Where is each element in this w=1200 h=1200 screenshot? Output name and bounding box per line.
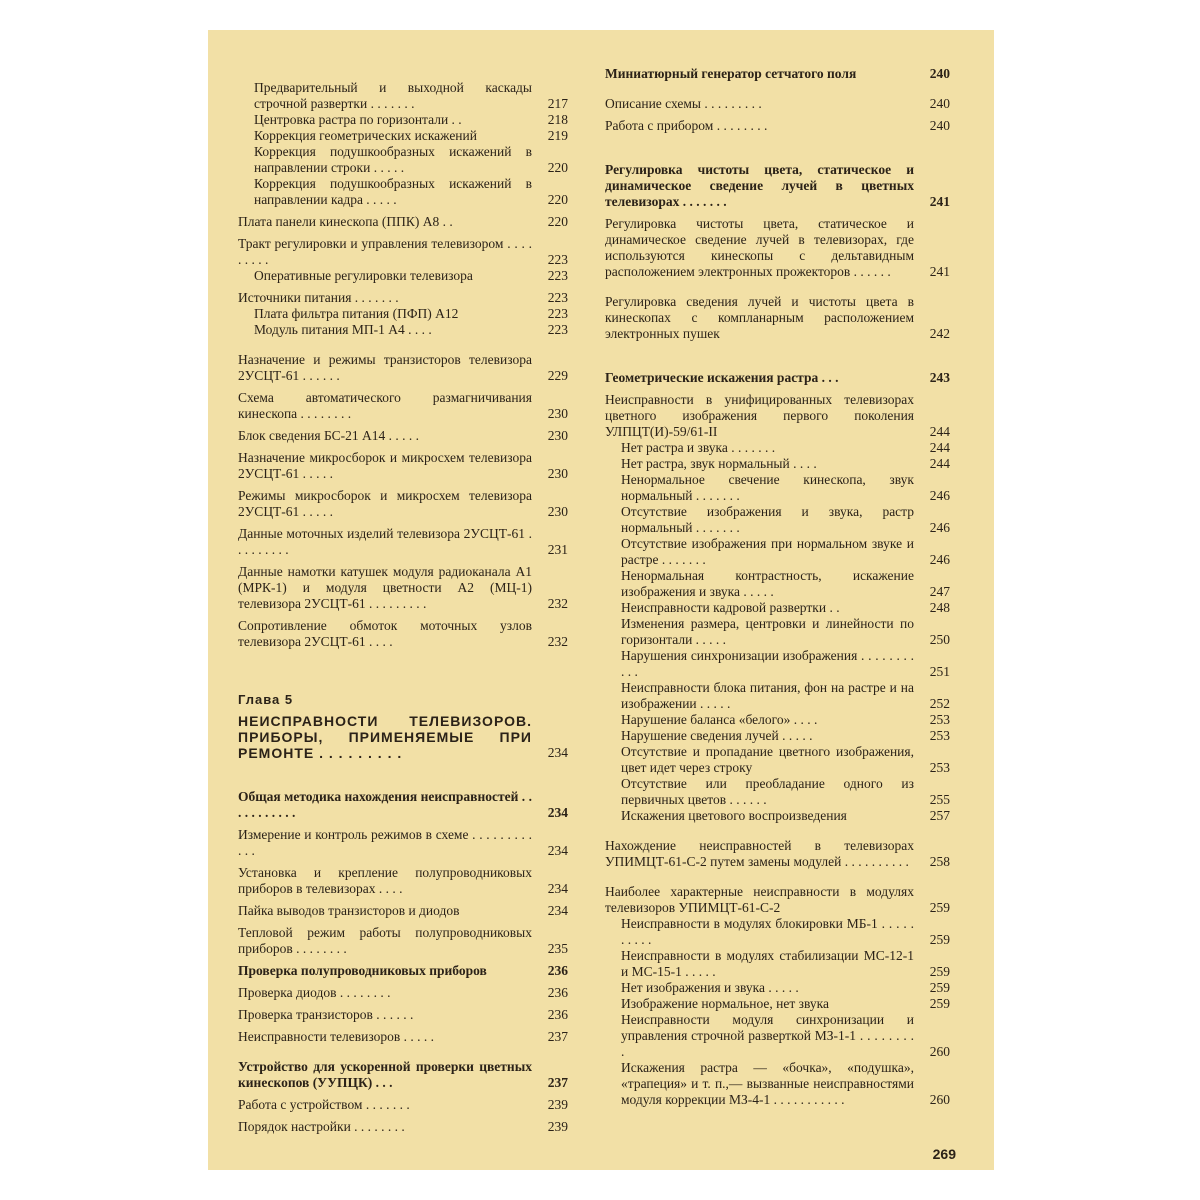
toc-entry-title: Предварительный и выходной каскады строчной развертки . . . . . . .: [254, 80, 532, 111]
toc-entry-title: Искажения цветового воспроизведения: [621, 808, 847, 823]
toc-entry-title: Центровка растра по горизонтали . .: [254, 112, 462, 127]
toc-entry-page: 259: [929, 964, 950, 979]
toc-entry-title: Нет растра, звук нормальный . . . .: [621, 456, 817, 471]
toc-entry-title: Наиболее характерные неисправности в модулях телевизоров УПИМЦТ-61-С-2: [605, 884, 914, 915]
toc-entry-page: 236: [547, 1007, 568, 1022]
toc-entry-page: 230: [547, 466, 568, 481]
toc-entry-title: Данные намотки катушек модуля радиоканала А1 (МРК-1) и модуля цветности А2 (МЦ-1) телевизора 2УСЦТ-61 . . . . . . . . .: [238, 564, 532, 611]
toc-entry: [238, 618, 568, 650]
toc-entry-page: 259: [929, 996, 950, 1011]
toc-entry: [238, 144, 568, 176]
toc-entry-title: Порядок настройки . . . . . . . .: [238, 1119, 405, 1134]
toc-entry-title: Работа с прибором . . . . . . . .: [605, 118, 768, 133]
toc-entry: [238, 322, 568, 338]
toc-entry-page: 241: [929, 194, 950, 209]
toc-entry: [238, 488, 568, 520]
toc-right-column: [605, 52, 950, 1108]
toc-entry-title: Неисправности в унифицированных телевизорах цветного изображения первого поколения УЛПЦТ(И)-59/61-II: [605, 392, 914, 439]
toc-entry-title: Искажения растра — «бочка», «подушка», «трапеция» и т. п.,— вызванные неисправностями модуля коррекции МЗ-4-1 . . . . . . . . . . .: [621, 1060, 914, 1107]
toc-entry-page: 259: [929, 980, 950, 995]
toc-entry-page: 234: [547, 805, 568, 820]
toc-entry-title: Неисправности в модулях стабилизации МС-12-1 и МС-15-1 . . . . .: [621, 948, 914, 979]
toc-entry: [238, 428, 568, 444]
chapter-title-entry: [238, 713, 568, 761]
toc-entry-title: Коррекция геометрических искажений: [254, 128, 477, 143]
toc-entry: [605, 472, 950, 504]
toc-entry: [605, 440, 950, 456]
toc-entry-title: Неисправности телевизоров . . . . .: [238, 1029, 434, 1044]
toc-entry-page: 234: [547, 903, 568, 918]
toc-entry: [605, 648, 950, 680]
toc-entry-page: 230: [547, 406, 568, 421]
toc-entry-page: 246: [929, 488, 950, 503]
toc-entry: [605, 96, 950, 112]
toc-entry: [605, 776, 950, 808]
toc-entry-title: Назначение микросборок и микросхем телевизора 2УСЦТ-61 . . . . .: [238, 450, 532, 481]
toc-entry: [605, 536, 950, 568]
toc-entry-title: Нет растра и звука . . . . . . .: [621, 440, 776, 455]
toc-left-column: [238, 80, 568, 1141]
toc-entry: [605, 996, 950, 1012]
toc-entry: [238, 112, 568, 128]
toc-entry-page: 242: [929, 326, 950, 341]
toc-entry-page: 237: [547, 1075, 568, 1090]
toc-entry-title: Тракт регулировки и управления телевизором . . . . . . . . .: [238, 236, 532, 267]
toc-entry-page: 229: [547, 368, 568, 383]
toc-entry-title: Неисправности блока питания, фон на растре и на изображении . . . . .: [621, 680, 914, 711]
toc-entry-title: Регулировка сведения лучей и чистоты цвета в кинескопах с компланарным расположением электронных пушек: [605, 294, 914, 341]
toc-entry: [238, 236, 568, 268]
toc-entry-title: Неисправности модуля синхронизации и управления строчной разверткой МЗ-1-1 . . . . . . . . .: [621, 1012, 914, 1059]
toc-entry-page: 259: [929, 932, 950, 947]
toc-entry-page: 248: [929, 600, 950, 615]
toc-entry-title: Плата фильтра питания (ПФП) А12: [254, 306, 459, 321]
toc-entry: [238, 789, 568, 821]
toc-entry-page: 258: [929, 854, 950, 869]
toc-entry-page: 223: [547, 306, 568, 321]
toc-entry-title: Устройство для ускоренной проверки цветных кинескопов (УУПЦК) . . .: [238, 1059, 532, 1090]
toc-entry: [238, 564, 568, 612]
toc-entry: [605, 728, 950, 744]
toc-entry-title: Нет изображения и звука . . . . .: [621, 980, 799, 995]
toc-entry-page: 235: [547, 941, 568, 956]
toc-entry: [238, 128, 568, 144]
toc-entry: [605, 66, 950, 82]
toc-entry: [605, 600, 950, 616]
toc-entry: [605, 838, 950, 870]
toc-entry-title: Плата панели кинескопа (ППК) А8 . .: [238, 214, 453, 229]
toc-entry: [238, 1029, 568, 1045]
toc-entry-page: 240: [929, 96, 950, 111]
toc-entry-title: Неисправности в модулях блокировки МБ-1 . . . . . . . . . .: [621, 916, 914, 947]
toc-entry-title: Блок сведения БС-21 А14 . . . . .: [238, 428, 420, 443]
toc-entry-title: Отсутствие и пропадание цветного изображения, цвет идет через строку: [621, 744, 914, 775]
toc-entry-page: 260: [929, 1044, 950, 1059]
toc-entry-title: Изображение нормальное, нет звука: [621, 996, 830, 1011]
toc-entry-title: Миниатюрный генератор сетчатого поля: [605, 66, 857, 81]
toc-right-list: [605, 66, 950, 1108]
toc-entry: [238, 290, 568, 306]
toc-entry-page: 244: [929, 424, 950, 439]
toc-entry-title: Установка и крепление полупроводниковых приборов в телевизорах . . . .: [238, 865, 532, 896]
toc-entry-page: 220: [547, 160, 568, 175]
book-page: [208, 30, 994, 1170]
chapter-label: Глава 5: [238, 692, 294, 707]
toc-entry: [605, 808, 950, 824]
toc-entry-page: 247: [929, 584, 950, 599]
toc-entry: [238, 985, 568, 1001]
toc-entry-title: Отсутствие изображения и звука, растр нормальный . . . . . . .: [621, 504, 914, 535]
toc-entry: [605, 916, 950, 948]
toc-entry-page: 252: [929, 696, 950, 711]
toc-entry-title: Нахождение неисправностей в телевизорах УПИМЦТ-61-С-2 путем замены модулей . . . . . . . . . .: [605, 838, 914, 869]
toc-entry: [238, 80, 568, 112]
toc-entry-page: 237: [547, 1029, 568, 1044]
toc-entry: [605, 370, 950, 386]
toc-entry-title: Коррекция подушкообразных искажений в направлении строки . . . . .: [254, 144, 532, 175]
toc-entry: [605, 294, 950, 342]
toc-entry-title: Назначение и режимы транзисторов телевизора 2УСЦТ-61 . . . . . .: [238, 352, 532, 383]
toc-entry-page: 234: [547, 843, 568, 858]
toc-entry-page: 259: [929, 900, 950, 915]
toc-entry-page: 223: [547, 290, 568, 305]
toc-entry: [238, 214, 568, 230]
toc-entry-page: 220: [547, 192, 568, 207]
toc-entry: [238, 903, 568, 919]
toc-entry-page: 257: [929, 808, 950, 823]
toc-entry-title: Проверка диодов . . . . . . . .: [238, 985, 391, 1000]
toc-entry-title: Проверка транзисторов . . . . . .: [238, 1007, 414, 1022]
toc-entry-page: 219: [547, 128, 568, 143]
toc-entry-page: 239: [547, 1119, 568, 1134]
toc-entry: [605, 1012, 950, 1060]
toc-entry: [605, 712, 950, 728]
toc-entry-page: 218: [547, 112, 568, 127]
toc-entry: [238, 176, 568, 208]
toc-entry: [605, 1060, 950, 1108]
toc-entry-page: 220: [547, 214, 568, 229]
toc-entry: [238, 1007, 568, 1023]
toc-entry-title: Измерение и контроль режимов в схеме . . . . . . . . . . . .: [238, 827, 532, 858]
toc-entry-title: Регулировка чистоты цвета, статическое и динамическое сведение лучей в телевизорах, где используются кинескопы с дельтавидным расположением электронных прожекторов . . . . . .: [605, 216, 914, 279]
toc-entry-page: 239: [547, 1097, 568, 1112]
toc-entry-page: 232: [547, 596, 568, 611]
toc-entry-page: 253: [929, 728, 950, 743]
toc-entry: [238, 865, 568, 897]
toc-entry: [605, 118, 950, 134]
toc-entry: [238, 1119, 568, 1135]
toc-entry: [238, 827, 568, 859]
toc-entry-title: Сопротивление обмоток моточных узлов телевизора 2УСЦТ-61 . . . .: [238, 618, 532, 649]
toc-entry-page: 236: [547, 985, 568, 1000]
toc-entry-title: Схема автоматического размагничивания кинескопа . . . . . . . .: [238, 390, 532, 421]
toc-entry-title: Описание схемы . . . . . . . . .: [605, 96, 762, 111]
toc-entry-page: 241: [929, 264, 950, 279]
toc-entry-page: 231: [547, 542, 568, 557]
toc-entry: [605, 392, 950, 440]
toc-entry-page: 253: [929, 760, 950, 775]
toc-entry: [238, 306, 568, 322]
toc-entry: [238, 526, 568, 558]
toc-entry: [605, 216, 950, 280]
toc-entry-page: 253: [929, 712, 950, 727]
toc-entry-title: Нарушения синхронизации изображения . . . . . . . . . . .: [621, 648, 914, 679]
toc-entry-title: Источники питания . . . . . . .: [238, 290, 399, 305]
toc-entry-title: Общая методика нахождения неисправностей . . . . . . . . . . .: [238, 789, 532, 820]
toc-entry: [238, 1097, 568, 1113]
toc-entry-page: 230: [547, 428, 568, 443]
toc-entry-title: Оперативные регулировки телевизора: [254, 268, 473, 283]
toc-entry-title: Отсутствие изображения при нормальном звуке и растре . . . . . . .: [621, 536, 914, 567]
toc-entry: [238, 352, 568, 384]
toc-entry-title: Проверка полупроводниковых приборов: [238, 963, 487, 978]
toc-entry: [238, 1059, 568, 1091]
toc-entry: [238, 925, 568, 957]
toc-entry: [238, 963, 568, 979]
toc-entry-page: 230: [547, 504, 568, 519]
toc-entry-title: Изменения размера, центровки и линейности по горизонтали . . . . .: [621, 616, 914, 647]
toc-entry-title: Отсутствие или преобладание одного из первичных цветов . . . . . .: [621, 776, 914, 807]
toc-entry-title: Тепловой режим работы полупроводниковых приборов . . . . . . . .: [238, 925, 532, 956]
toc-entry-page: 250: [929, 632, 950, 647]
toc-entry: [605, 884, 950, 916]
toc-entry-title: Неисправности кадровой развертки . .: [621, 600, 840, 615]
toc-entry: [605, 504, 950, 536]
toc-entry-title: Работа с устройством . . . . . . .: [238, 1097, 410, 1112]
toc-entry-page: 246: [929, 552, 950, 567]
toc-entry: [238, 390, 568, 422]
toc-entry-title: Режимы микросборок и микросхем телевизора 2УСЦТ-61 . . . . .: [238, 488, 532, 519]
toc-entry-page: 240: [929, 66, 950, 81]
toc-entry-title: Данные моточных изделий телевизора 2УСЦТ-61 . . . . . . . . .: [238, 526, 532, 557]
toc-entry-title: Регулировка чистоты цвета, статическое и динамическое сведение лучей в цветных телевизорах . . . . . . .: [605, 162, 914, 209]
toc-entry-page: 232: [547, 634, 568, 649]
toc-entry: [605, 948, 950, 980]
toc-entry: [238, 268, 568, 284]
toc-entry: [605, 616, 950, 648]
toc-entry-page: 260: [929, 1092, 950, 1107]
toc-entry: [605, 456, 950, 472]
toc-entry-page: 244: [929, 440, 950, 455]
toc-entry: [605, 744, 950, 776]
toc-entry: [605, 162, 950, 210]
toc-entry-page: 223: [547, 252, 568, 267]
toc-entry-title: Нарушение баланса «белого» . . . .: [621, 712, 818, 727]
toc-entry: [605, 568, 950, 600]
toc-entry: [238, 450, 568, 482]
toc-entry-title: Пайка выводов транзисторов и диодов: [238, 903, 460, 918]
toc-entry-page: 234: [547, 881, 568, 896]
toc-entry-page: 246: [929, 520, 950, 535]
toc-entry-page: 244: [929, 456, 950, 471]
toc-entry-page: 243: [929, 370, 950, 385]
toc-entry-page: 255: [929, 792, 950, 807]
toc-entry-title: Коррекция подушкообразных искажений в направлении кадра . . . . .: [254, 176, 532, 207]
toc-entry-page: 251: [929, 664, 950, 679]
toc-left-list-2: [238, 789, 568, 1135]
toc-entry-page: 217: [547, 96, 568, 111]
toc-left-list: [238, 80, 568, 650]
toc-entry-page: 223: [547, 268, 568, 283]
toc-entry-title: Геометрические искажения растра . . .: [605, 370, 839, 385]
toc-entry: [605, 680, 950, 712]
toc-entry-page: 236: [547, 963, 568, 978]
toc-entry-page: 240: [929, 118, 950, 133]
toc-entry-page: 223: [547, 322, 568, 337]
page-number: 269: [932, 1146, 956, 1162]
toc-entry-title: Ненормальная контрастность, искажение изображения и звука . . . . .: [621, 568, 914, 599]
toc-entry-title: Нарушение сведения лучей . . . . .: [621, 728, 813, 743]
toc-entry: [605, 980, 950, 996]
chapter-page: 234: [547, 745, 568, 760]
toc-entry-title: Модуль питания МП-1 А4 . . . .: [254, 322, 432, 337]
chapter-title: НЕИСПРАВНОСТИ ТЕЛЕВИЗОРОВ. ПРИБОРЫ, ПРИМЕНЯЕМЫЕ ПРИ РЕМОНТЕ . . . . . . . . .: [238, 713, 532, 761]
toc-entry-title: Ненормальное свечение кинескопа, звук нормальный . . . . . . .: [621, 472, 914, 503]
